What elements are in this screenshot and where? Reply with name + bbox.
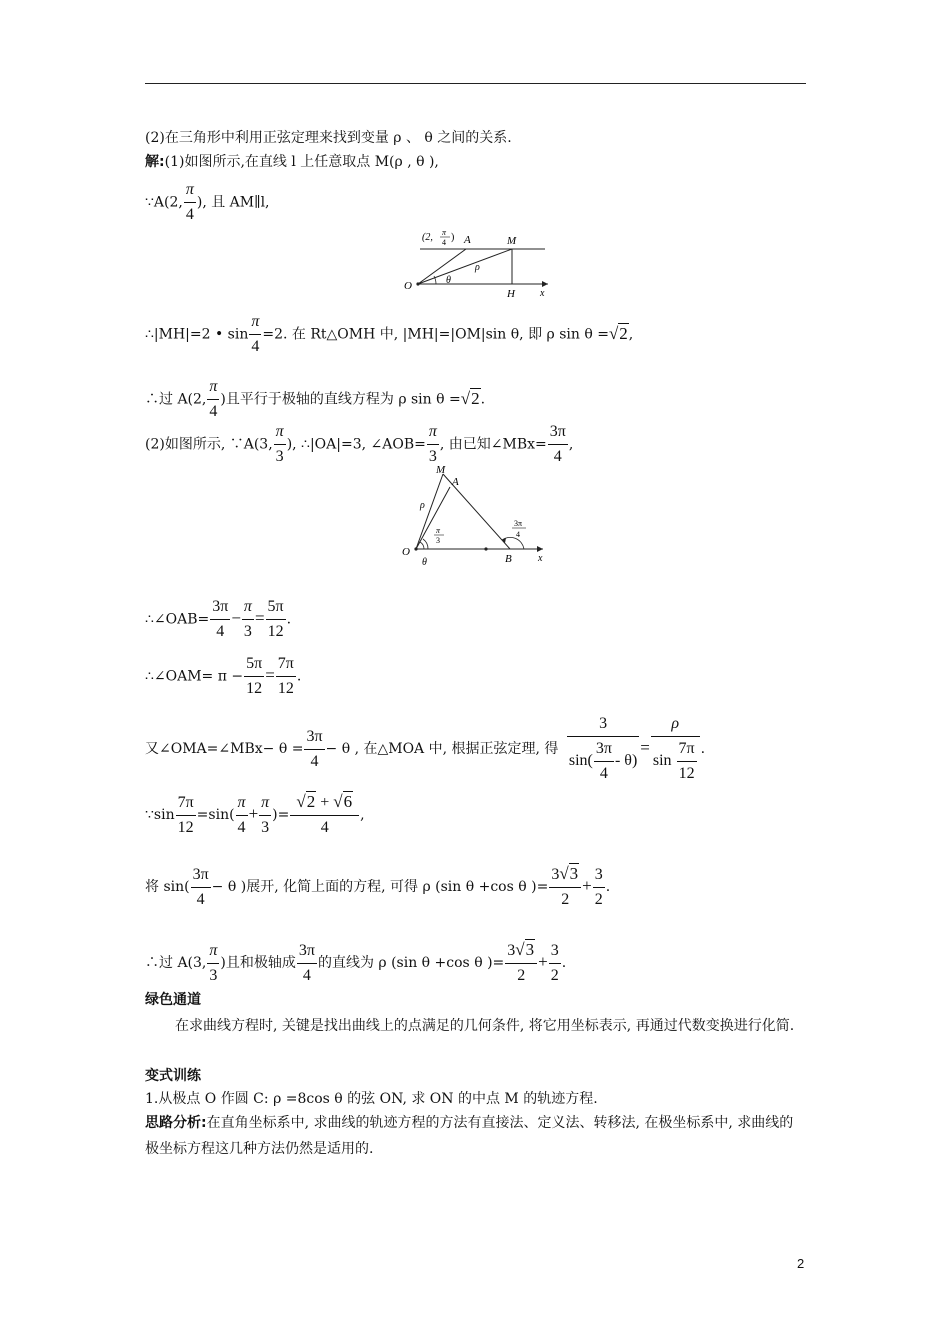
denominator: 2: [517, 967, 526, 984]
label-x: x: [540, 288, 545, 299]
sine-rule-left-fraction: [567, 712, 639, 786]
text-line: [145, 595, 291, 644]
coefficient: 3: [551, 866, 560, 883]
text-span: − θ )展开, 化简上面的方程, 可得 ρ (sin θ +cos θ )=: [211, 879, 549, 895]
sqrt-expression: √6: [333, 792, 353, 811]
text-line: [145, 375, 485, 424]
fraction: [207, 375, 219, 424]
operator: +: [320, 794, 330, 811]
fraction: [276, 652, 296, 701]
numerator: 3π: [594, 737, 614, 762]
label-O: O: [404, 280, 412, 292]
label-theta: θ: [422, 557, 427, 568]
numerator: π: [259, 791, 271, 816]
label-M: M: [436, 464, 446, 476]
label-pi: π: [442, 228, 447, 237]
operator: =: [640, 738, 650, 757]
text-span: )=: [272, 807, 290, 823]
fraction: [677, 737, 697, 786]
numerator: 3π: [210, 595, 230, 620]
text-line: [145, 938, 566, 988]
figure-1-diagram: [400, 226, 560, 301]
radicand: 2: [619, 323, 628, 343]
text-span: ∵sin: [145, 807, 175, 823]
denominator: 2: [561, 891, 570, 908]
fraction: [176, 791, 196, 840]
numerator: π: [236, 791, 248, 816]
text-line: [145, 712, 705, 786]
denominator: 4: [553, 448, 562, 465]
analysis-text: 在直角坐标系中, 求曲线的轨迹方程的方法有直接法、定义法、转移法, 在极坐标系中, 求曲线的极坐标方程这几种方法仍然是适用的.: [145, 1115, 794, 1157]
denominator: 4: [185, 206, 194, 223]
numerator: [290, 790, 359, 816]
text-span: sin: [652, 752, 672, 770]
fraction: [549, 862, 581, 912]
denominator: 12: [177, 818, 194, 836]
text-span: ∴|MH|=2 • sin: [145, 326, 249, 343]
axis-arrow-icon: [537, 546, 543, 552]
radicand: 6: [343, 792, 353, 811]
analysis-paragraph: [145, 1110, 807, 1162]
numerator: π: [207, 939, 219, 964]
text-span: .: [700, 741, 706, 757]
fraction: [505, 938, 537, 988]
fraction: [593, 863, 605, 912]
numerator: π: [249, 310, 261, 335]
numerator: [505, 938, 537, 964]
text-span: sin(: [568, 752, 593, 770]
angle-theta-arc: [420, 542, 424, 549]
label-rho: ρ: [475, 262, 480, 273]
numerator: 3: [593, 863, 605, 888]
analysis-label: 思路分析:: [145, 1115, 207, 1131]
denominator: 4: [237, 818, 246, 836]
numerator: ρ: [651, 712, 700, 737]
denominator: 12: [246, 680, 263, 697]
text-line: [145, 310, 633, 359]
label-pi: π: [436, 526, 441, 535]
fraction: [259, 791, 271, 840]
denominator: 3: [209, 966, 218, 984]
point: [484, 547, 487, 550]
coefficient: 3: [507, 942, 516, 959]
operator: −: [231, 608, 241, 628]
denominator: 4: [599, 765, 608, 782]
solution-label: 解:: [145, 154, 165, 170]
text-span: ), ∴|OA|=3, ∠AOB=: [286, 436, 426, 453]
numerator: 3: [567, 712, 639, 737]
figure-2-diagram: [398, 460, 558, 570]
radicand: 3: [525, 940, 535, 959]
segment-OA: [416, 487, 450, 549]
radicand: 2: [471, 388, 480, 408]
denominator: 4: [196, 890, 205, 908]
text-span: =sin(: [196, 807, 235, 823]
text-span: 又∠OMA=∠MBx− θ =: [145, 741, 304, 757]
label-M: M: [507, 235, 517, 247]
label-A-coordinate: (2,: [422, 232, 433, 243]
header-rule: [145, 83, 806, 84]
text-span: .: [561, 955, 567, 971]
point-O: [416, 282, 419, 285]
text-span: ∴∠OAB=: [145, 611, 210, 628]
fraction: [249, 310, 261, 359]
text-span: ∴∠OAM= π −: [145, 668, 244, 685]
text-span: ,: [628, 326, 634, 343]
numerator: π: [427, 420, 439, 445]
fraction: [290, 790, 359, 840]
text-span: (2)在三角形中利用正弦定理来找到变量 ρ 、 θ 之间的关系.: [145, 130, 512, 146]
numerator: 3π: [304, 725, 324, 750]
label-4: 4: [442, 238, 446, 247]
fraction: [184, 178, 196, 227]
denominator: 4: [310, 752, 319, 770]
numerator: 3π: [297, 939, 317, 964]
denominator: 3: [261, 818, 270, 836]
text-span: ∴过 A(2,: [145, 391, 207, 408]
text-span: .: [296, 668, 302, 685]
fraction: [210, 595, 230, 644]
text-span: , 由已知∠MBx=: [439, 436, 547, 453]
text-span: ∵A(2,: [145, 194, 183, 211]
label-3: 3: [436, 536, 440, 545]
label-O: O: [402, 546, 410, 558]
text-span: 将 sin(: [145, 879, 190, 895]
sqrt-expression: √2: [460, 388, 480, 408]
label-H: H: [507, 288, 515, 300]
sine-rule-right-fraction: [651, 712, 700, 786]
fraction: [242, 595, 254, 644]
text-span: - θ): [614, 752, 638, 770]
denominator: 4: [302, 966, 311, 984]
radicand: 2: [306, 792, 316, 811]
numerator: 3π: [191, 863, 211, 888]
operator: +: [248, 804, 259, 823]
denominator: [651, 737, 700, 786]
numerator: [549, 862, 581, 888]
text-span: .: [480, 391, 486, 408]
denominator: 4: [320, 819, 329, 836]
point-O: [414, 547, 417, 550]
text-span: 的直线为 ρ (sin θ +cos θ )=: [317, 955, 505, 971]
sqrt-expression: √3: [559, 864, 579, 883]
numerator: 7π: [677, 737, 697, 762]
numerator: 5π: [244, 652, 264, 677]
text-line: [145, 790, 365, 840]
operator: =: [254, 608, 265, 628]
fraction: [304, 725, 324, 774]
denominator: 2: [550, 966, 559, 984]
label-x: x: [538, 553, 543, 564]
text-span: (2)如图所示, ∵A(3,: [145, 436, 273, 453]
segment-OM: [418, 249, 512, 284]
fraction: [549, 939, 561, 988]
text-span: ∴过 A(3,: [145, 955, 207, 971]
label-theta: θ: [446, 275, 451, 286]
green-body: 在求曲线方程时, 关键是找出曲线上的点满足的几何条件, 将它用坐标表示, 再通过代数变换进行化简.: [175, 1018, 795, 1034]
numerator: 7π: [276, 652, 296, 677]
label-B: B: [505, 553, 512, 565]
radicand: 3: [569, 864, 579, 883]
numerator: 5π: [266, 595, 286, 620]
label-A: A: [452, 476, 459, 488]
label-rho: ρ: [420, 500, 425, 511]
denominator: 4: [216, 623, 225, 640]
numerator: π: [184, 178, 196, 203]
text-line: [145, 862, 610, 912]
section-title-variant: 变式训练: [145, 1068, 201, 1084]
denominator: 12: [277, 680, 294, 697]
denominator: 4: [251, 338, 260, 355]
denominator: [567, 737, 639, 786]
axis-arrow-icon: [542, 281, 548, 287]
denominator: 3: [275, 448, 284, 465]
segment-OA: [418, 249, 466, 284]
fraction: [594, 737, 614, 786]
operator: =: [265, 665, 275, 685]
text-span: )且平行于极轴的直线方程为 ρ sin θ =: [220, 391, 461, 408]
numerator: 3: [549, 939, 561, 964]
fraction: [191, 863, 211, 912]
label-3pi: 3π: [514, 519, 523, 528]
text-span: .: [286, 611, 292, 628]
numerator: π: [242, 595, 254, 620]
label-A: A: [464, 234, 471, 246]
fraction: [266, 595, 286, 644]
page-number: 2: [797, 1256, 805, 1271]
text-span: )且和极轴成: [220, 955, 296, 971]
section-title-green: 绿色通道: [145, 992, 201, 1008]
text-span: ,: [360, 807, 365, 823]
operator: +: [582, 876, 592, 895]
numerator: π: [207, 375, 219, 400]
fraction: [274, 420, 286, 469]
text-span: (1)如图所示,在直线 l 上任意取点 M(ρ , θ ),: [164, 154, 439, 170]
denominator: 3: [428, 448, 437, 465]
text-span: =2. 在 Rt△OMH 中, |MH|=|OM|sin θ, 即 ρ sin θ =: [262, 326, 609, 343]
denominator: 12: [678, 765, 695, 782]
fraction: [297, 939, 317, 988]
text-span: ), 且 AM∥l,: [196, 194, 270, 211]
sqrt-expression: √3: [515, 940, 535, 959]
text-span: ,: [568, 436, 574, 453]
text-span: .: [605, 879, 611, 895]
text-span: − θ , 在△MOA 中, 根据正弦定理, 得: [325, 741, 559, 757]
variant-question: 1.从极点 O 作圆 C: ρ =8cos θ 的弦 ON, 求 ON 的中点 M 的轨迹方程.: [145, 1091, 598, 1107]
fraction: [236, 791, 248, 840]
denominator: 2: [594, 890, 603, 908]
sqrt-expression: √2: [296, 792, 316, 811]
text-line: [145, 152, 439, 172]
label-4: 4: [516, 530, 520, 539]
fraction: [244, 652, 264, 701]
operator: +: [538, 952, 548, 971]
numerator: 3π: [548, 420, 568, 445]
sqrt-expression: √2: [608, 323, 628, 343]
text-line: [145, 128, 512, 148]
numerator: π: [274, 420, 286, 445]
denominator: 3: [243, 623, 252, 640]
denominator: 12: [267, 623, 284, 640]
denominator: 4: [209, 403, 218, 420]
numerator: 7π: [176, 791, 196, 816]
text-line: [145, 178, 270, 227]
fraction: [207, 939, 219, 988]
text-line: [145, 652, 301, 701]
svg-text:): ): [451, 232, 455, 243]
